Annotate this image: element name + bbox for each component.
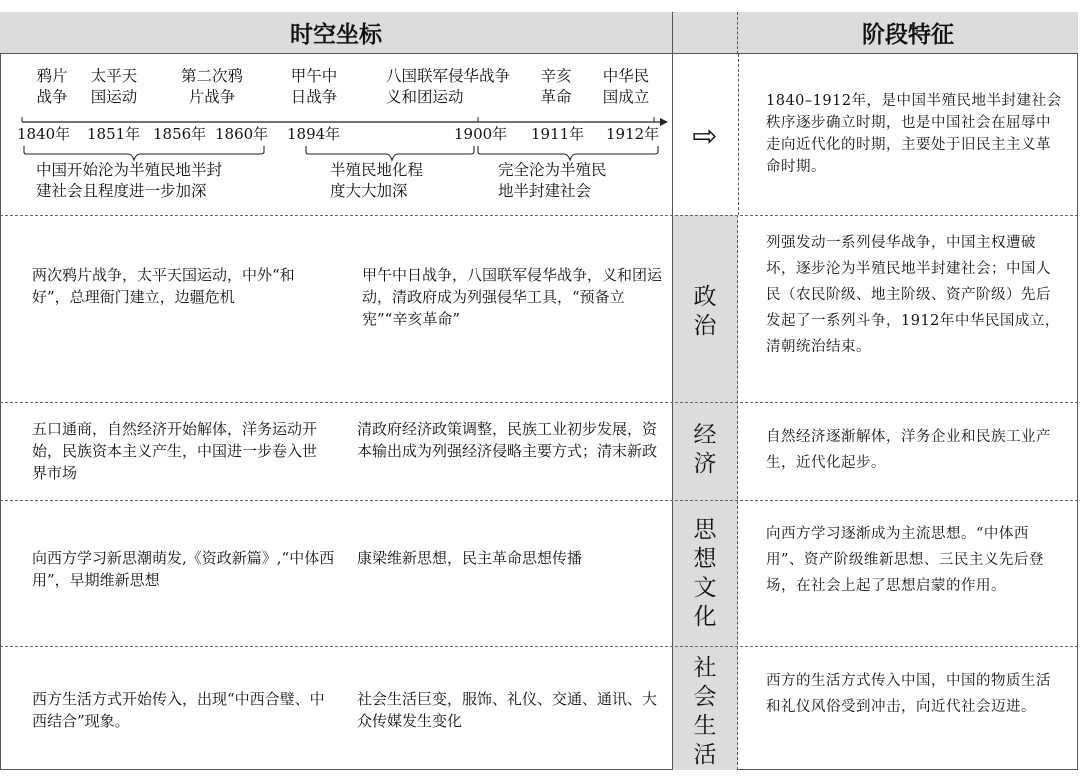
year-1840: 1840年: [17, 125, 71, 143]
event-roc-founded: 中华民 国成立: [602, 67, 650, 106]
culture-late: 康梁维新思想，民主革命思想传播: [357, 549, 583, 567]
brace-label-3: 完全沦为半殖民 地半封建社会: [498, 161, 607, 200]
event-opium-war-1: 鸦片 战争: [36, 67, 68, 106]
year-1860: 1860年: [215, 125, 269, 143]
politics-early: 两次鸦片战争，太平天国运动，中外“和好”，总理衙门建立，边疆危机: [32, 266, 295, 306]
event-opium-war-2: 第二次鸦 片战争: [180, 67, 243, 106]
header-spatiotemporal: 时空坐标: [0, 12, 672, 54]
event-boxer: 八国联军侵华战争 义和团运动: [386, 67, 511, 106]
social-early: 西方生活方式开始传入，出现“中西合璧、中西结合”现象。: [32, 690, 325, 730]
year-1894: 1894年: [287, 125, 341, 143]
stage-summary: 1840–1912年，是中国半殖民地半封建社会秩序逐步确立时期，也是中国社会在屈辱中走向近代化的时期，主要处于旧民主主义革命时期。: [766, 93, 1062, 175]
year-1856: 1856年: [153, 125, 207, 143]
politics-feature: 列强发动一系列侵华战争，中国主权遭破坏，逐步沦为半殖民地半封建社会；中国人民（农民阶级、地主阶级、资产阶级）先后发起了一系列斗争，1912年中华民国成立，清朝统治结束。: [766, 235, 1060, 355]
header-stage-features: 阶段特征: [738, 12, 1078, 54]
social-feature: 西方的生活方式传入中国，中国的物质生活和礼仪风俗受到冲击，向近代社会迈进。: [766, 673, 1051, 715]
event-sino-japanese-war: 甲午中 日战争: [290, 67, 338, 106]
event-taiping: 太平天 国运动: [90, 67, 138, 106]
brace-label-2: 半殖民地化程 度大大加深: [330, 161, 424, 200]
year-1851: 1851年: [87, 125, 141, 143]
year-1900: 1900年: [454, 125, 508, 143]
economy-early: 五口通商，自然经济开始解体，洋务运动开始，民族资本主义产生，中国进一步卷入世界市场: [32, 420, 318, 482]
row-separator: [0, 646, 1078, 647]
event-xinhai: 辛亥 革命: [540, 67, 572, 106]
culture-early: 向西方学习新思潮萌发,《资政新篇》,“中体西用”，早期维新思想: [32, 549, 335, 589]
category-politics: 政 治: [693, 284, 717, 339]
economy-feature: 自然经济逐渐解体，洋务企业和民族工业产生，近代化起步。: [766, 429, 1051, 471]
social-late: 社会生活巨变，服饰、礼仪、交通、通讯、大众传媒发生变化: [357, 690, 658, 730]
category-thought-culture: 思 想 文 化: [693, 517, 717, 630]
year-1912: 1912年: [606, 125, 660, 143]
politics-late: 甲午中日战争，八国联军侵华战争，义和团运动，清政府成为列强侵华工具，“预备立宪”“辛亥革命”: [362, 266, 663, 328]
row-separator: [0, 500, 1078, 501]
brace-label-1: 中国开始沦为半殖民地半封 建社会且程度进一步加深: [36, 161, 223, 200]
economy-late: 清政府经济政策调整，民族工业初步发展，资本输出成为列强经济侵略主要方式；清末新政: [357, 420, 658, 460]
arrow-right-icon: ⇨: [692, 119, 718, 154]
row-separator: [0, 402, 1078, 403]
year-1911: 1911年: [531, 125, 585, 143]
category-economy: 经 济: [693, 422, 717, 477]
category-social-life: 社 会 生 活: [693, 655, 717, 768]
culture-feature: 向西方学习逐渐成为主流思想。“中体西用”、资产阶级维新思想、三民主义先后登场，在社会上起了思想启蒙的作用。: [766, 526, 1044, 594]
